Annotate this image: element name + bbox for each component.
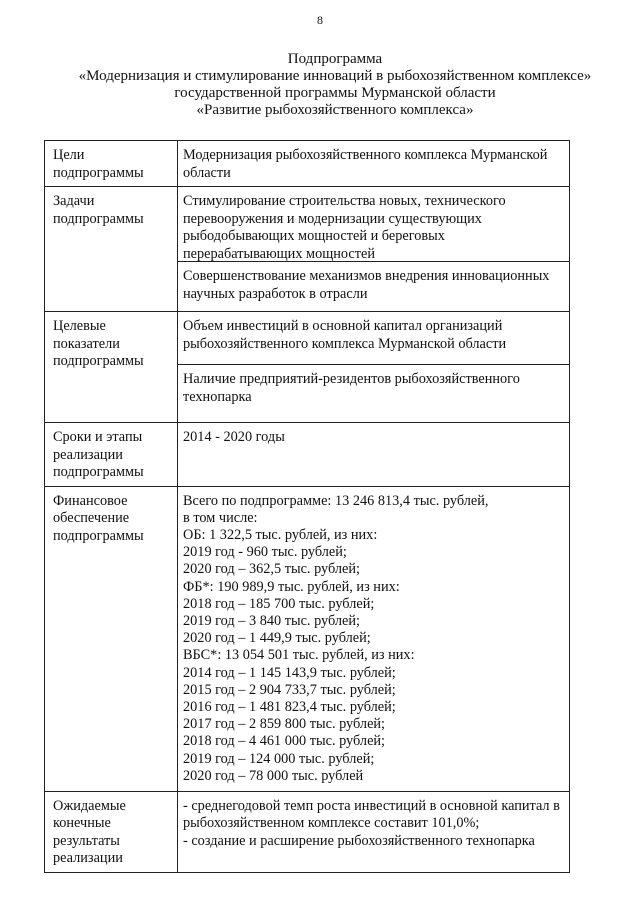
tasks-value-cell [178, 187, 570, 312]
results-value-cell [178, 791, 570, 872]
financing-line: ВБС*: 13 054 501 тыс. рублей, из них: [183, 647, 415, 664]
task-item: Совершенствование механизмов внедрения инновационных научных разработок в отрасли [183, 268, 550, 302]
financing-line: 2020 год – 1 449,9 тыс. рублей; [183, 630, 371, 647]
terms-label: Сроки и этапы реализации подпрограммы [45, 423, 178, 487]
indicator-item: Наличие предприятий-резидентов рыбохозяйственного технопарка [183, 371, 520, 405]
subprogram-passport-table [44, 140, 570, 873]
financing-line: 2019 год – 124 000 тыс. рублей; [183, 750, 375, 767]
indicators-value-cell [178, 312, 570, 423]
financing-line: 2015 год – 2 904 733,7 тыс. рублей; [183, 681, 396, 698]
goals-label: Цели подпрограммы [45, 141, 178, 187]
financing-line: 2018 год – 185 700 тыс. рублей; [183, 595, 375, 612]
financing-line: 2014 год – 1 145 143,9 тыс. рублей; [183, 664, 396, 681]
document-title [40, 51, 630, 119]
financing-line: 2018 год – 4 461 000 тыс. рублей; [183, 733, 386, 750]
title-line-1: Подпрограмма [287, 51, 383, 67]
result-line: - создание и расширение рыбохозяйственного технопарка [183, 832, 535, 849]
tasks-label: Задачи подпрограммы [45, 187, 178, 312]
goals-value-cell [178, 141, 570, 187]
title-line-4: «Развитие рыбохозяйственного комплекса» [196, 102, 474, 118]
row-indicators [45, 312, 570, 423]
terms-value: 2014 - 2020 годы [183, 429, 285, 445]
goals-value: Модернизация рыбохозяйственного комплекса Мурманской области [183, 147, 548, 181]
results-lines [178, 792, 569, 869]
row-financing [45, 486, 570, 791]
indicator-item: Объем инвестиций в основной капитал организаций рыбохозяйственного комплекса Мурманской области [178, 312, 569, 365]
task-item: Стимулирование строительства новых, технического перевооружения и модернизации существующих рыбодобывающих мощностей и береговых перерабатывающих мощностей [178, 187, 569, 262]
row-tasks [45, 187, 570, 312]
row-terms [45, 423, 570, 487]
financing-value-cell [178, 486, 570, 791]
financing-line: ФБ*: 190 989,9 тыс. рублей, из них: [183, 578, 400, 595]
financing-line: Всего по подпрограмме: 13 246 813,4 тыс. рублей, [183, 492, 489, 509]
financing-line: 2019 год - 960 тыс. рублей; [183, 544, 347, 561]
indicators-label: Целевые показатели подпрограммы [45, 312, 178, 423]
results-label: Ожидаемые конечные результаты реализации [45, 791, 178, 872]
financing-line: 2016 год – 1 481 823,4 тыс. рублей; [183, 698, 396, 715]
page-number: 8 [317, 13, 323, 27]
financing-lines [178, 487, 569, 791]
financing-line: 2019 год – 3 840 тыс. рублей; [183, 612, 361, 629]
financing-line: ОБ: 1 322,5 тыс. рублей, из них: [183, 526, 378, 543]
row-results [45, 791, 570, 872]
title-line-3: государственной программы Мурманской области [174, 85, 496, 101]
title-line-2: «Модернизация и стимулирование инноваций в рыбохозяйственном комплексе» [78, 68, 592, 84]
financing-line: 2020 год – 78 000 тыс. рублей [183, 767, 364, 784]
terms-value-cell [178, 423, 570, 487]
result-line: - среднегодовой темп роста инвестиций в основной капитал в рыбохозяйственном комплексе составит 101,0%; [183, 797, 560, 832]
financing-label: Финансовое обеспечение подпрограммы [45, 486, 178, 791]
financing-line: 2017 год – 2 859 800 тыс. рублей; [183, 716, 386, 733]
financing-line: 2020 год – 362,5 тыс. рублей; [183, 561, 361, 578]
financing-line: в том числе: [183, 509, 258, 526]
row-goals [45, 141, 570, 187]
